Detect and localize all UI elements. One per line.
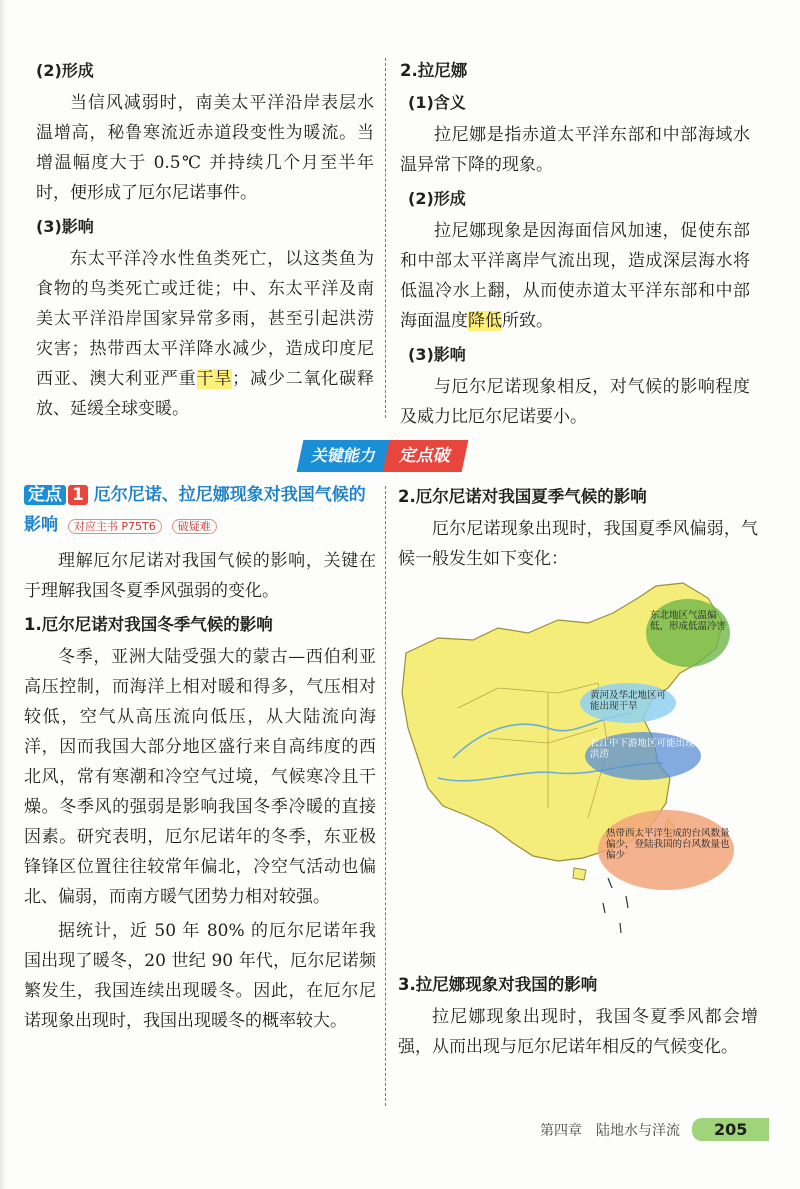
impact-text-a: 东太平洋冷水性鱼类死亡，以这类鱼为食物的鸟类死亡或迁徙；中、东太平洋及南美太平洋沿岸国家异常多雨，甚至引起洪涝灾害；热带西太平洋降水减少，造成印度尼西亚、澳大利亚严重 <box>36 249 374 389</box>
la-nina-china-paragraph: 拉尼娜现象出现时，我国冬夏季风都会增强，从而出现与厄尔尼诺年相反的气候变化。 <box>398 1007 758 1057</box>
ne-label: 东北地区气温偏低，形成低温冷害 <box>650 610 727 632</box>
impact-text-b: ；减少二氧化碳释放、延缓全球变暖。 <box>36 369 375 419</box>
winter-paragraph: 冬季，亚洲大陆受强大的蒙古—西伯利亚高压控制，而海洋上相对暖和得多，气压相对较低，空气从高压流向低压，从大陆流向海洋，因而我国大部分地区盛行来自高纬度的西北风，常有寒潮和冷空气过境，气候寒冷且干燥。冬季风的强弱是影响我国冬季冷暖的直接因素。研究表明，厄尔尼诺年的冬季，东亚极锋锋区位置往往较常年偏北，冷空气活动也偏北、偏弱，而南方暖气团势力相对较强。 <box>24 647 376 907</box>
intro-paragraph: 理解厄尔尼诺对我国气候的影响，关键在于理解我国冬夏季风强弱的变化。 <box>24 551 376 601</box>
north-label-box <box>590 690 668 720</box>
la-nina-heading: 2.拉尼娜 <box>400 61 468 80</box>
formation-heading: (2)形成 <box>36 61 94 80</box>
section-label: 陆地水与洋流 <box>596 1122 680 1139</box>
la-nina-impact-heading: (3)影响 <box>408 345 466 364</box>
key-point-title <box>24 480 376 542</box>
la-nina-section <box>400 54 750 436</box>
north-label: 黄河及华北地区可能出现干旱 <box>590 690 667 712</box>
impact-heading: (3)影响 <box>36 217 94 236</box>
ne-label-box <box>650 610 730 660</box>
formation-paragraph: 当信风减弱时，南美太平洋沿岸表层水温增高，秘鲁寒流近赤道段变性为暖流。当增温幅度大于 0.5℃ 并持续几个月至半年时，便形成了厄尔尼诺事件。 <box>36 93 374 203</box>
formation-text-b: 所致。 <box>502 311 553 331</box>
reference-badge: 对应主书 P75T6 <box>68 519 162 534</box>
la-nina-china-section <box>398 968 758 1066</box>
hainan <box>573 868 586 880</box>
chapter-label: 第四章 <box>540 1122 582 1139</box>
impact-paragraph <box>36 244 374 424</box>
banner-right: 定点破 <box>383 440 469 472</box>
key-point-title-text: 厄尔尼诺、拉尼娜现象对我国气候的影响 <box>24 485 366 535</box>
china-climate-map <box>398 578 758 948</box>
south-label-box <box>606 828 730 878</box>
key-point-right <box>398 480 758 578</box>
page-edge <box>0 0 6 1189</box>
el-nino-section-continued <box>36 54 374 428</box>
difficulty-badge: 破疑难 <box>172 519 217 534</box>
key-point-number: 1 <box>68 485 88 505</box>
column-divider-top <box>385 58 386 418</box>
highlight-decrease: 降低 <box>468 311 502 331</box>
key-ability-banner <box>300 440 465 472</box>
banner-left: 关键能力 <box>297 440 392 472</box>
formation-text-a: 拉尼娜现象是因海面信风加速，促使东部和中部太平洋离岸气流出现，造成深层海水将低温冷水上翻，从而使赤道太平洋东部和中部海面温度 <box>400 221 750 331</box>
column-divider-bottom <box>385 486 386 1106</box>
la-nina-formation-heading: (2)形成 <box>408 189 466 208</box>
stats-paragraph: 据统计，近 50 年 80% 的厄尔尼诺年我国出现了暖冬，20 世纪 90 年代，厄尔尼诺频繁发生，我国连续出现暖冬。因此，在厄尔尼诺现象出现时，我国出现暖冬的概率较大。 <box>24 921 376 1031</box>
la-nina-impact-paragraph: 与厄尔尼诺现象相反，对气候的影响程度及威力比厄尔尼诺要小。 <box>400 377 750 427</box>
la-nina-formation-paragraph <box>400 216 750 336</box>
winter-heading: 1.厄尔尼诺对我国冬季气候的影响 <box>24 615 273 634</box>
summer-heading: 2.厄尔尼诺对我国夏季气候的影响 <box>398 487 647 506</box>
south-sea-dashes <box>603 878 628 933</box>
highlight-drought: 干旱 <box>196 369 233 389</box>
meaning-paragraph: 拉尼娜是指赤道太平洋东部和中部海域水温异常下降的现象。 <box>400 125 750 175</box>
south-label: 热带西太平洋生成的台风数量偏少，登陆我国的台风数量也偏少 <box>606 828 730 861</box>
page-number: 205 <box>692 1118 769 1141</box>
key-point-tag: 定点 <box>24 485 66 505</box>
page-footer <box>540 1118 769 1141</box>
meaning-heading: (1)含义 <box>408 93 466 112</box>
la-nina-china-heading: 3.拉尼娜现象对我国的影响 <box>398 975 598 994</box>
summer-paragraph: 厄尔尼诺现象出现时，我国夏季风偏弱，气候一般发生如下变化： <box>398 519 758 569</box>
yangtze-label-box <box>590 738 698 774</box>
key-point-left <box>24 480 376 1040</box>
yangtze-label: 长江中下游地区可能出现洪涝 <box>590 738 695 760</box>
